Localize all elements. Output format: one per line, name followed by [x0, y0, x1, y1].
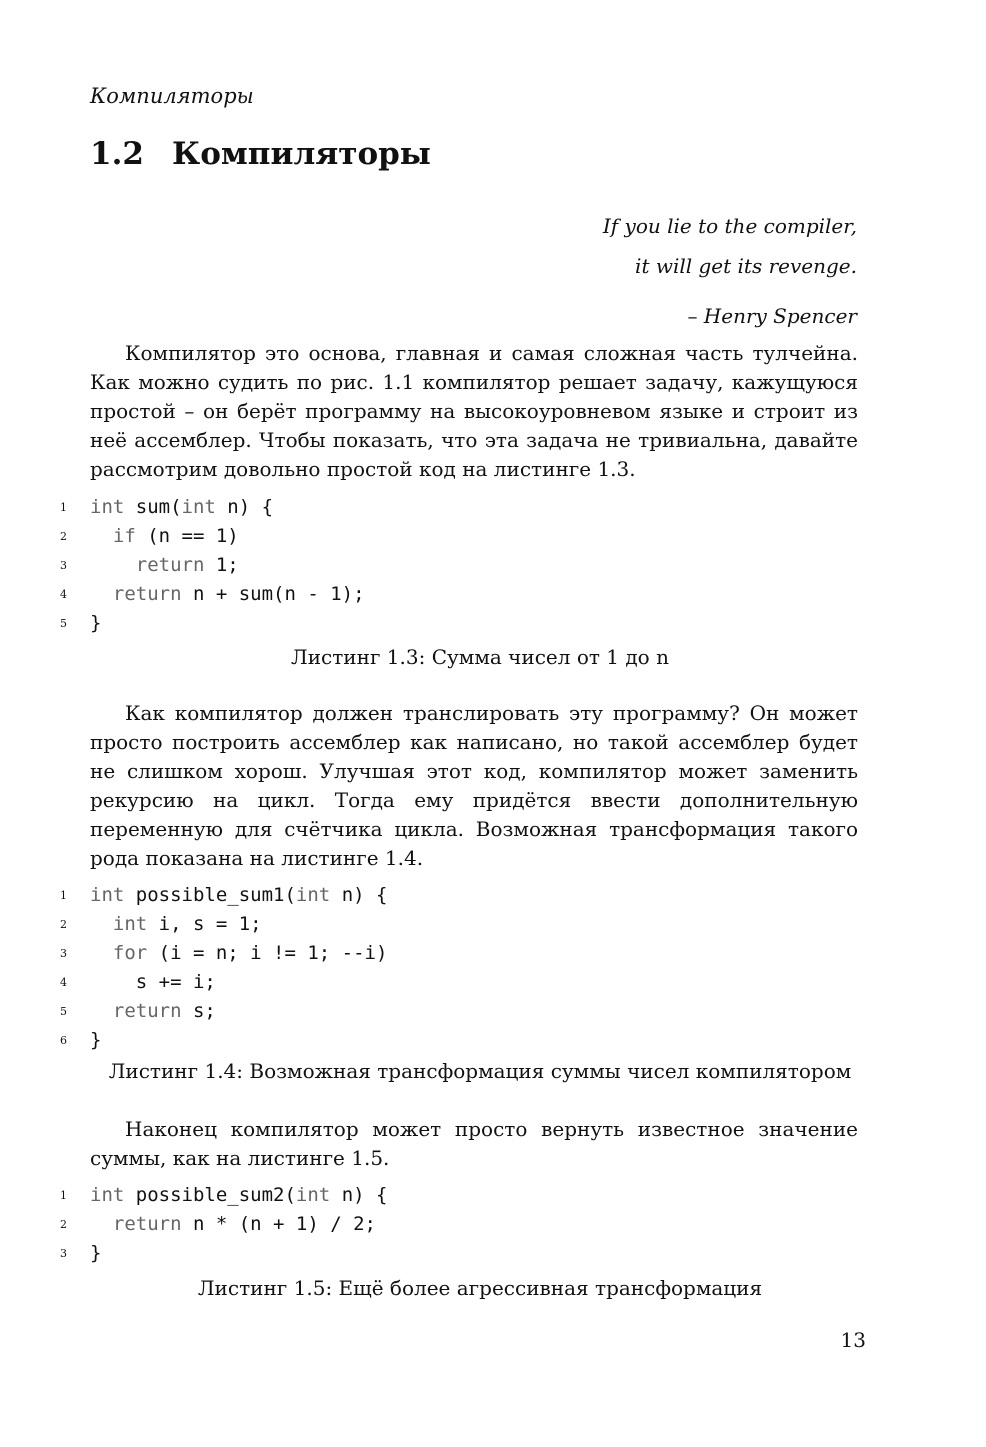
- section-title: [90, 136, 431, 172]
- line-number: 3: [60, 559, 67, 572]
- code-text: n) {: [215, 496, 274, 518]
- epigraph-line: If you lie to the compiler,: [602, 214, 857, 238]
- code-keyword: int: [112, 913, 148, 935]
- code-text: s;: [181, 1000, 216, 1022]
- line-number: 5: [60, 617, 67, 630]
- code-line: [60, 493, 365, 522]
- code-keyword: int: [295, 884, 331, 906]
- line-number: 4: [60, 976, 67, 989]
- line-number: 2: [60, 918, 67, 931]
- code-text: 1;: [204, 554, 239, 576]
- epigraph-author: – Henry Spencer: [687, 304, 857, 328]
- code-indent: [90, 551, 136, 580]
- code-keyword: int: [90, 1184, 125, 1206]
- code-keyword: int: [181, 496, 216, 518]
- code-line: [60, 1026, 387, 1055]
- code-line: [60, 580, 365, 609]
- code-indent: [90, 910, 113, 939]
- section-number: 1.2: [90, 136, 144, 172]
- epigraph-line: it will get its revenge.: [635, 254, 857, 278]
- code-text: s += i;: [135, 971, 216, 993]
- code-text: possible_sum1(: [124, 884, 296, 906]
- line-number: 2: [60, 1218, 67, 1231]
- code-text: sum(: [124, 496, 182, 518]
- listing-caption: Листинг 1.4: Возможная трансформация суммы чисел компилятором: [108, 1059, 852, 1083]
- code-indent: [90, 939, 113, 968]
- line-number: 6: [60, 1034, 67, 1047]
- page-number: 13: [840, 1328, 866, 1352]
- code-indent: [90, 522, 113, 551]
- code-text: }: [90, 612, 102, 634]
- code-keyword: if: [112, 525, 136, 547]
- code-line: [60, 939, 387, 968]
- line-number: 1: [60, 501, 67, 514]
- code-keyword: return: [112, 1000, 182, 1022]
- code-line: [60, 910, 387, 939]
- code-text: }: [90, 1242, 102, 1264]
- code-line: [60, 997, 387, 1026]
- code-line: [60, 1239, 387, 1268]
- line-number: 1: [60, 1189, 67, 1202]
- code-line: [60, 551, 365, 580]
- code-line: [60, 1210, 387, 1239]
- code-line: [60, 1181, 387, 1210]
- code-indent: [90, 580, 113, 609]
- running-head: Компиляторы: [90, 84, 254, 108]
- paragraph-transform: Как компилятор должен транслировать эту программу? Он может просто построить ассемблер как написано, но такой ассемблер будет не слишком хорош. Улучшая этот код, компилятор может заменить рекурсию на цикл. Тогда ему придётся ввести дополнительную переменную для счётчика цикла. Возможная трансформация такого рода показана на листинге 1.4.: [90, 701, 858, 870]
- code-keyword: return: [135, 554, 205, 576]
- paragraph-final: Наконец компилятор может просто вернуть известное значение суммы, как на листинге 1.5.: [90, 1117, 858, 1170]
- listing-1-4: [60, 881, 387, 1055]
- code-indent: [90, 968, 136, 997]
- code-line: [60, 968, 387, 997]
- listing-1-5: [60, 1181, 387, 1268]
- code-text: (i = n; i != 1; --i): [147, 942, 388, 964]
- code-text: n + sum(n - 1);: [181, 583, 365, 605]
- listing-caption: Листинг 1.3: Сумма чисел от 1 до n: [291, 645, 669, 669]
- code-text: n) {: [330, 884, 388, 906]
- code-text: n * (n + 1) / 2;: [181, 1213, 376, 1235]
- code-keyword: return: [112, 1213, 182, 1235]
- code-text: (n == 1): [135, 525, 239, 547]
- paragraph-intro: Компилятор это основа, главная и самая сложная часть тулчейна. Как можно судить по рис. 1.1 компилятор решает задачу, кажущуюся простой – он берёт программу на высокоуровневом языке и строит из неё ассемблер. Чтобы показать, что эта задача не тривиальна, давайте рассмотрим довольно простой код на листинге 1.3.: [90, 341, 858, 481]
- line-number: 3: [60, 947, 67, 960]
- code-text: n) {: [330, 1184, 388, 1206]
- code-indent: [90, 1210, 113, 1239]
- line-number: 5: [60, 1005, 67, 1018]
- code-line: [60, 522, 365, 551]
- code-keyword: int: [295, 1184, 331, 1206]
- code-keyword: return: [112, 583, 182, 605]
- listing-caption: Листинг 1.5: Ещё более агрессивная трансформация: [197, 1276, 763, 1300]
- code-line: [60, 881, 387, 910]
- line-number: 4: [60, 588, 67, 601]
- listing-1-3: [60, 493, 365, 638]
- code-keyword: for: [112, 942, 148, 964]
- code-text: }: [90, 1029, 102, 1051]
- code-text: possible_sum2(: [124, 1184, 296, 1206]
- line-number: 3: [60, 1247, 67, 1260]
- code-keyword: int: [90, 496, 125, 518]
- code-indent: [90, 997, 113, 1026]
- epigraph: [603, 206, 857, 336]
- code-line: [60, 609, 365, 638]
- code-text: i, s = 1;: [147, 913, 262, 935]
- section-title-text: Компиляторы: [172, 136, 431, 172]
- code-keyword: int: [90, 884, 125, 906]
- line-number: 1: [60, 889, 67, 902]
- line-number: 2: [60, 530, 67, 543]
